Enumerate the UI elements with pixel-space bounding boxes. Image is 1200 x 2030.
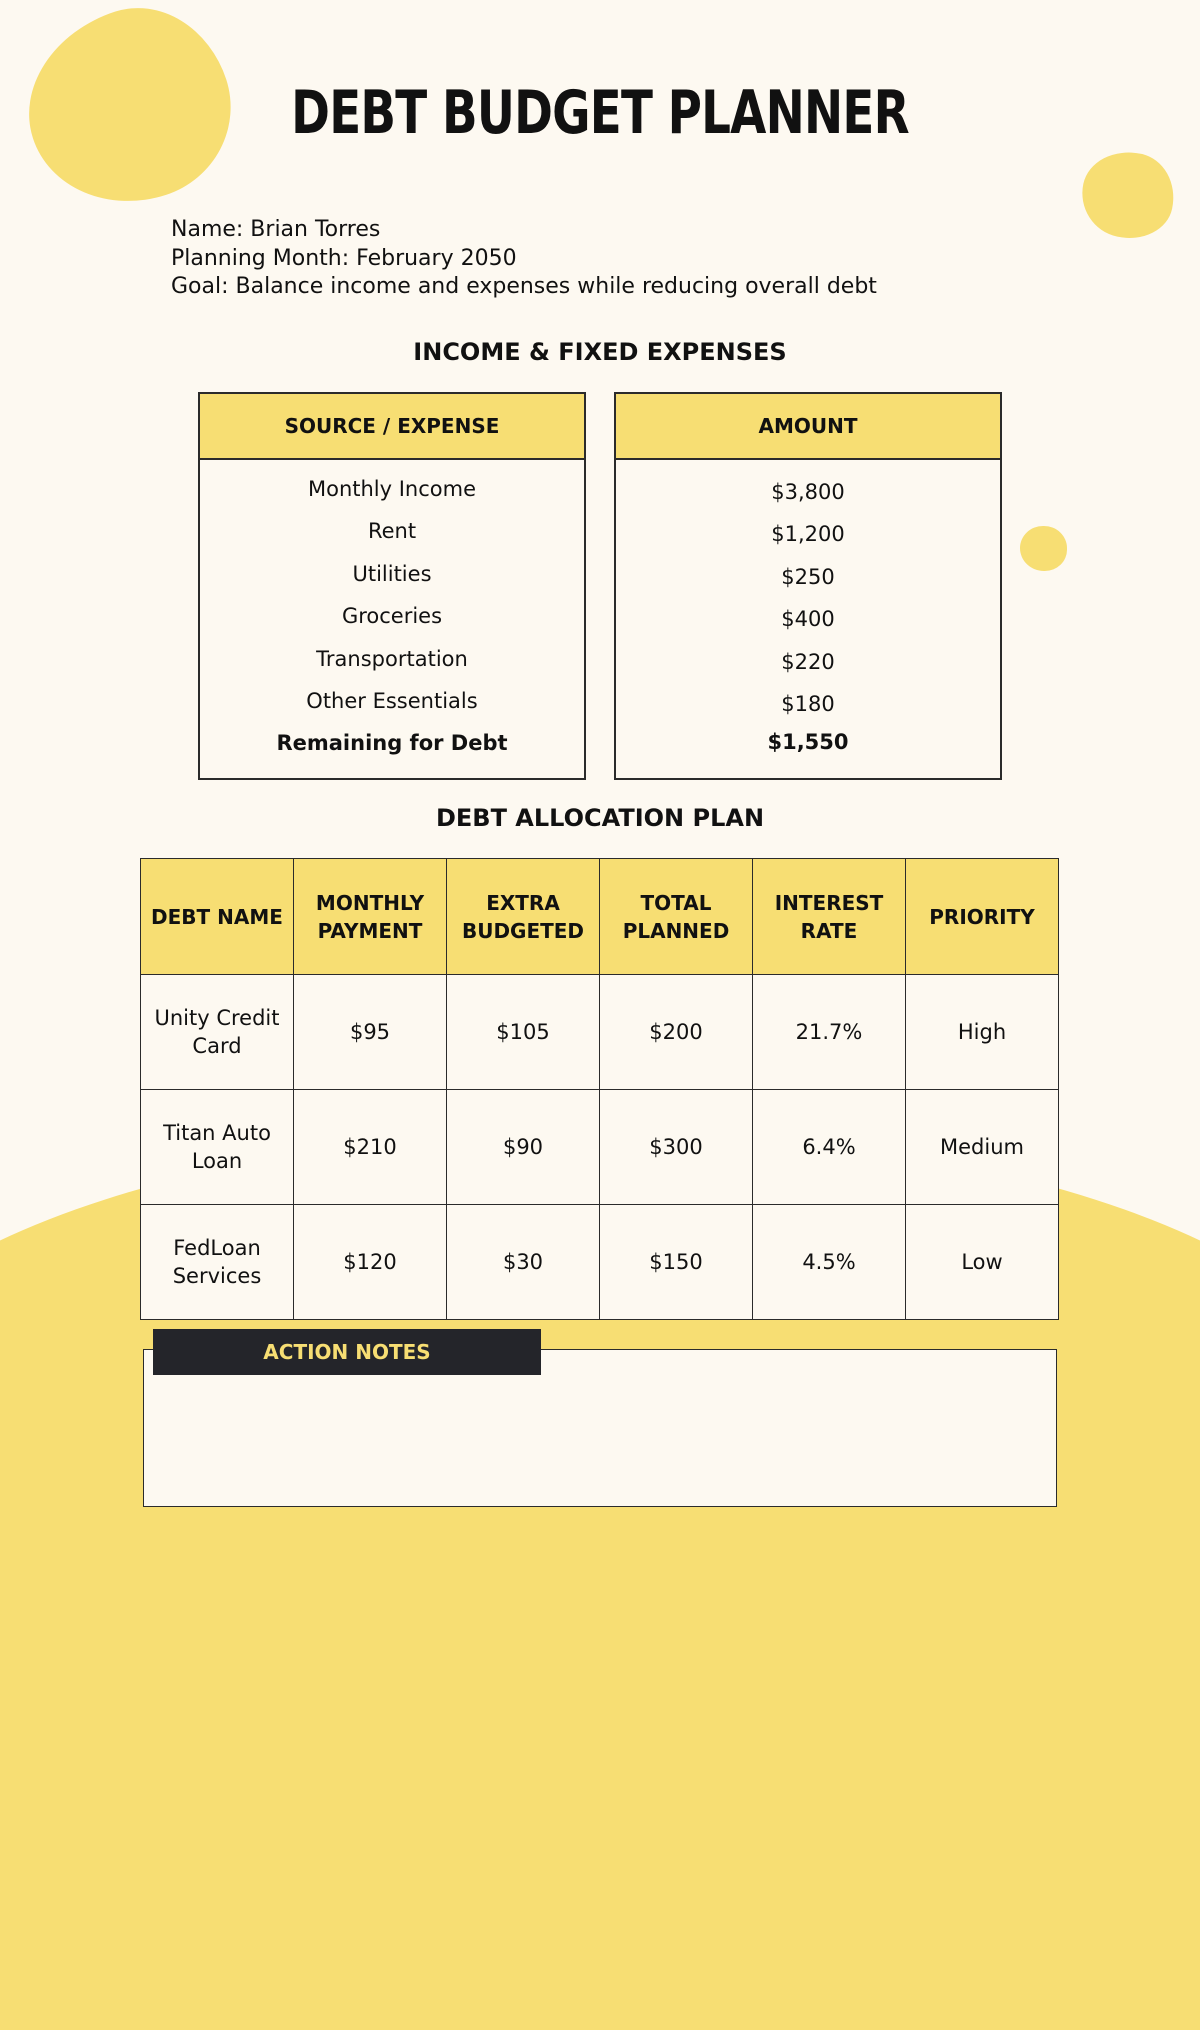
- remaining-for-debt-amount: $1,550: [767, 730, 849, 755]
- list-item: Monthly Income: [307, 477, 477, 501]
- list-item: $180: [781, 691, 835, 716]
- interest-rate-cell: 21.7%: [753, 975, 906, 1090]
- header-interest-rate: INTEREST RATE: [753, 859, 906, 975]
- total-planned-cell: $200: [600, 975, 753, 1090]
- monthly-payment-cell: $210: [294, 1090, 447, 1205]
- header-total-planned: TOTAL PLANNED: [600, 859, 753, 975]
- table-row: [141, 975, 1059, 1090]
- interest-rate-cell: 6.4%: [753, 1090, 906, 1205]
- remaining-for-debt-label: Remaining for Debt: [276, 731, 508, 756]
- name-line: Name: Brian Torres: [171, 217, 381, 242]
- header-monthly-payment: MONTHLY PAYMENT: [294, 859, 447, 975]
- table-row: [141, 1090, 1059, 1205]
- goal-line: Goal: Balance income and expenses while reducing overall debt: [171, 274, 877, 299]
- list-item: Utilities: [352, 561, 432, 586]
- income-section-title: INCOME & FIXED EXPENSES: [413, 338, 787, 366]
- table-row: [141, 1205, 1059, 1320]
- header-debt-name: DEBT NAME: [141, 859, 294, 975]
- list-item: $220: [781, 649, 835, 674]
- monthly-payment-cell: $95: [294, 975, 447, 1090]
- extra-budgeted-cell: $105: [447, 975, 600, 1090]
- debt-name-cell: FedLoan Services: [141, 1205, 294, 1320]
- planner-info: [171, 216, 877, 302]
- source-expense-list: [200, 460, 584, 765]
- list-item: $250: [781, 564, 835, 589]
- debt-section-title: DEBT ALLOCATION PLAN: [435, 804, 765, 832]
- list-item: Other Essentials: [306, 688, 478, 713]
- debt-name-cell: Titan Auto Loan: [141, 1090, 294, 1205]
- list-item: Transportation: [316, 646, 468, 671]
- priority-cell: Medium: [906, 1090, 1059, 1205]
- decorative-blob: [1020, 526, 1067, 571]
- table-header-row: [141, 859, 1059, 975]
- interest-rate-cell: 4.5%: [753, 1205, 906, 1320]
- list-item: $400: [781, 607, 835, 632]
- header-extra-budgeted: EXTRA BUDGETED: [447, 859, 600, 975]
- list-item: Rent: [367, 519, 417, 544]
- source-expense-header: SOURCE / EXPENSE: [200, 394, 584, 460]
- page-title: DEBT BUDGET PLANNER: [291, 78, 909, 148]
- decorative-blob: [1074, 143, 1182, 246]
- list-item: $3,800: [771, 480, 845, 504]
- total-planned-cell: $300: [600, 1090, 753, 1205]
- amount-box: [614, 392, 1002, 780]
- action-notes-label: ACTION NOTES: [153, 1329, 541, 1375]
- debt-allocation-table: [140, 858, 1059, 1320]
- total-planned-cell: $150: [600, 1205, 753, 1320]
- monthly-payment-cell: $120: [294, 1205, 447, 1320]
- header-priority: PRIORITY: [906, 859, 1059, 975]
- list-item: Groceries: [341, 604, 443, 629]
- amount-header: AMOUNT: [616, 394, 1000, 460]
- extra-budgeted-cell: $30: [447, 1205, 600, 1320]
- extra-budgeted-cell: $90: [447, 1090, 600, 1205]
- debt-name-cell: Unity Credit Card: [141, 975, 294, 1090]
- priority-cell: Low: [906, 1205, 1059, 1320]
- planning-month-line: Planning Month: February 2050: [171, 245, 517, 271]
- priority-cell: High: [906, 975, 1059, 1090]
- source-expense-box: [198, 392, 586, 780]
- amount-list: [616, 460, 1000, 759]
- list-item: $1,200: [771, 522, 845, 547]
